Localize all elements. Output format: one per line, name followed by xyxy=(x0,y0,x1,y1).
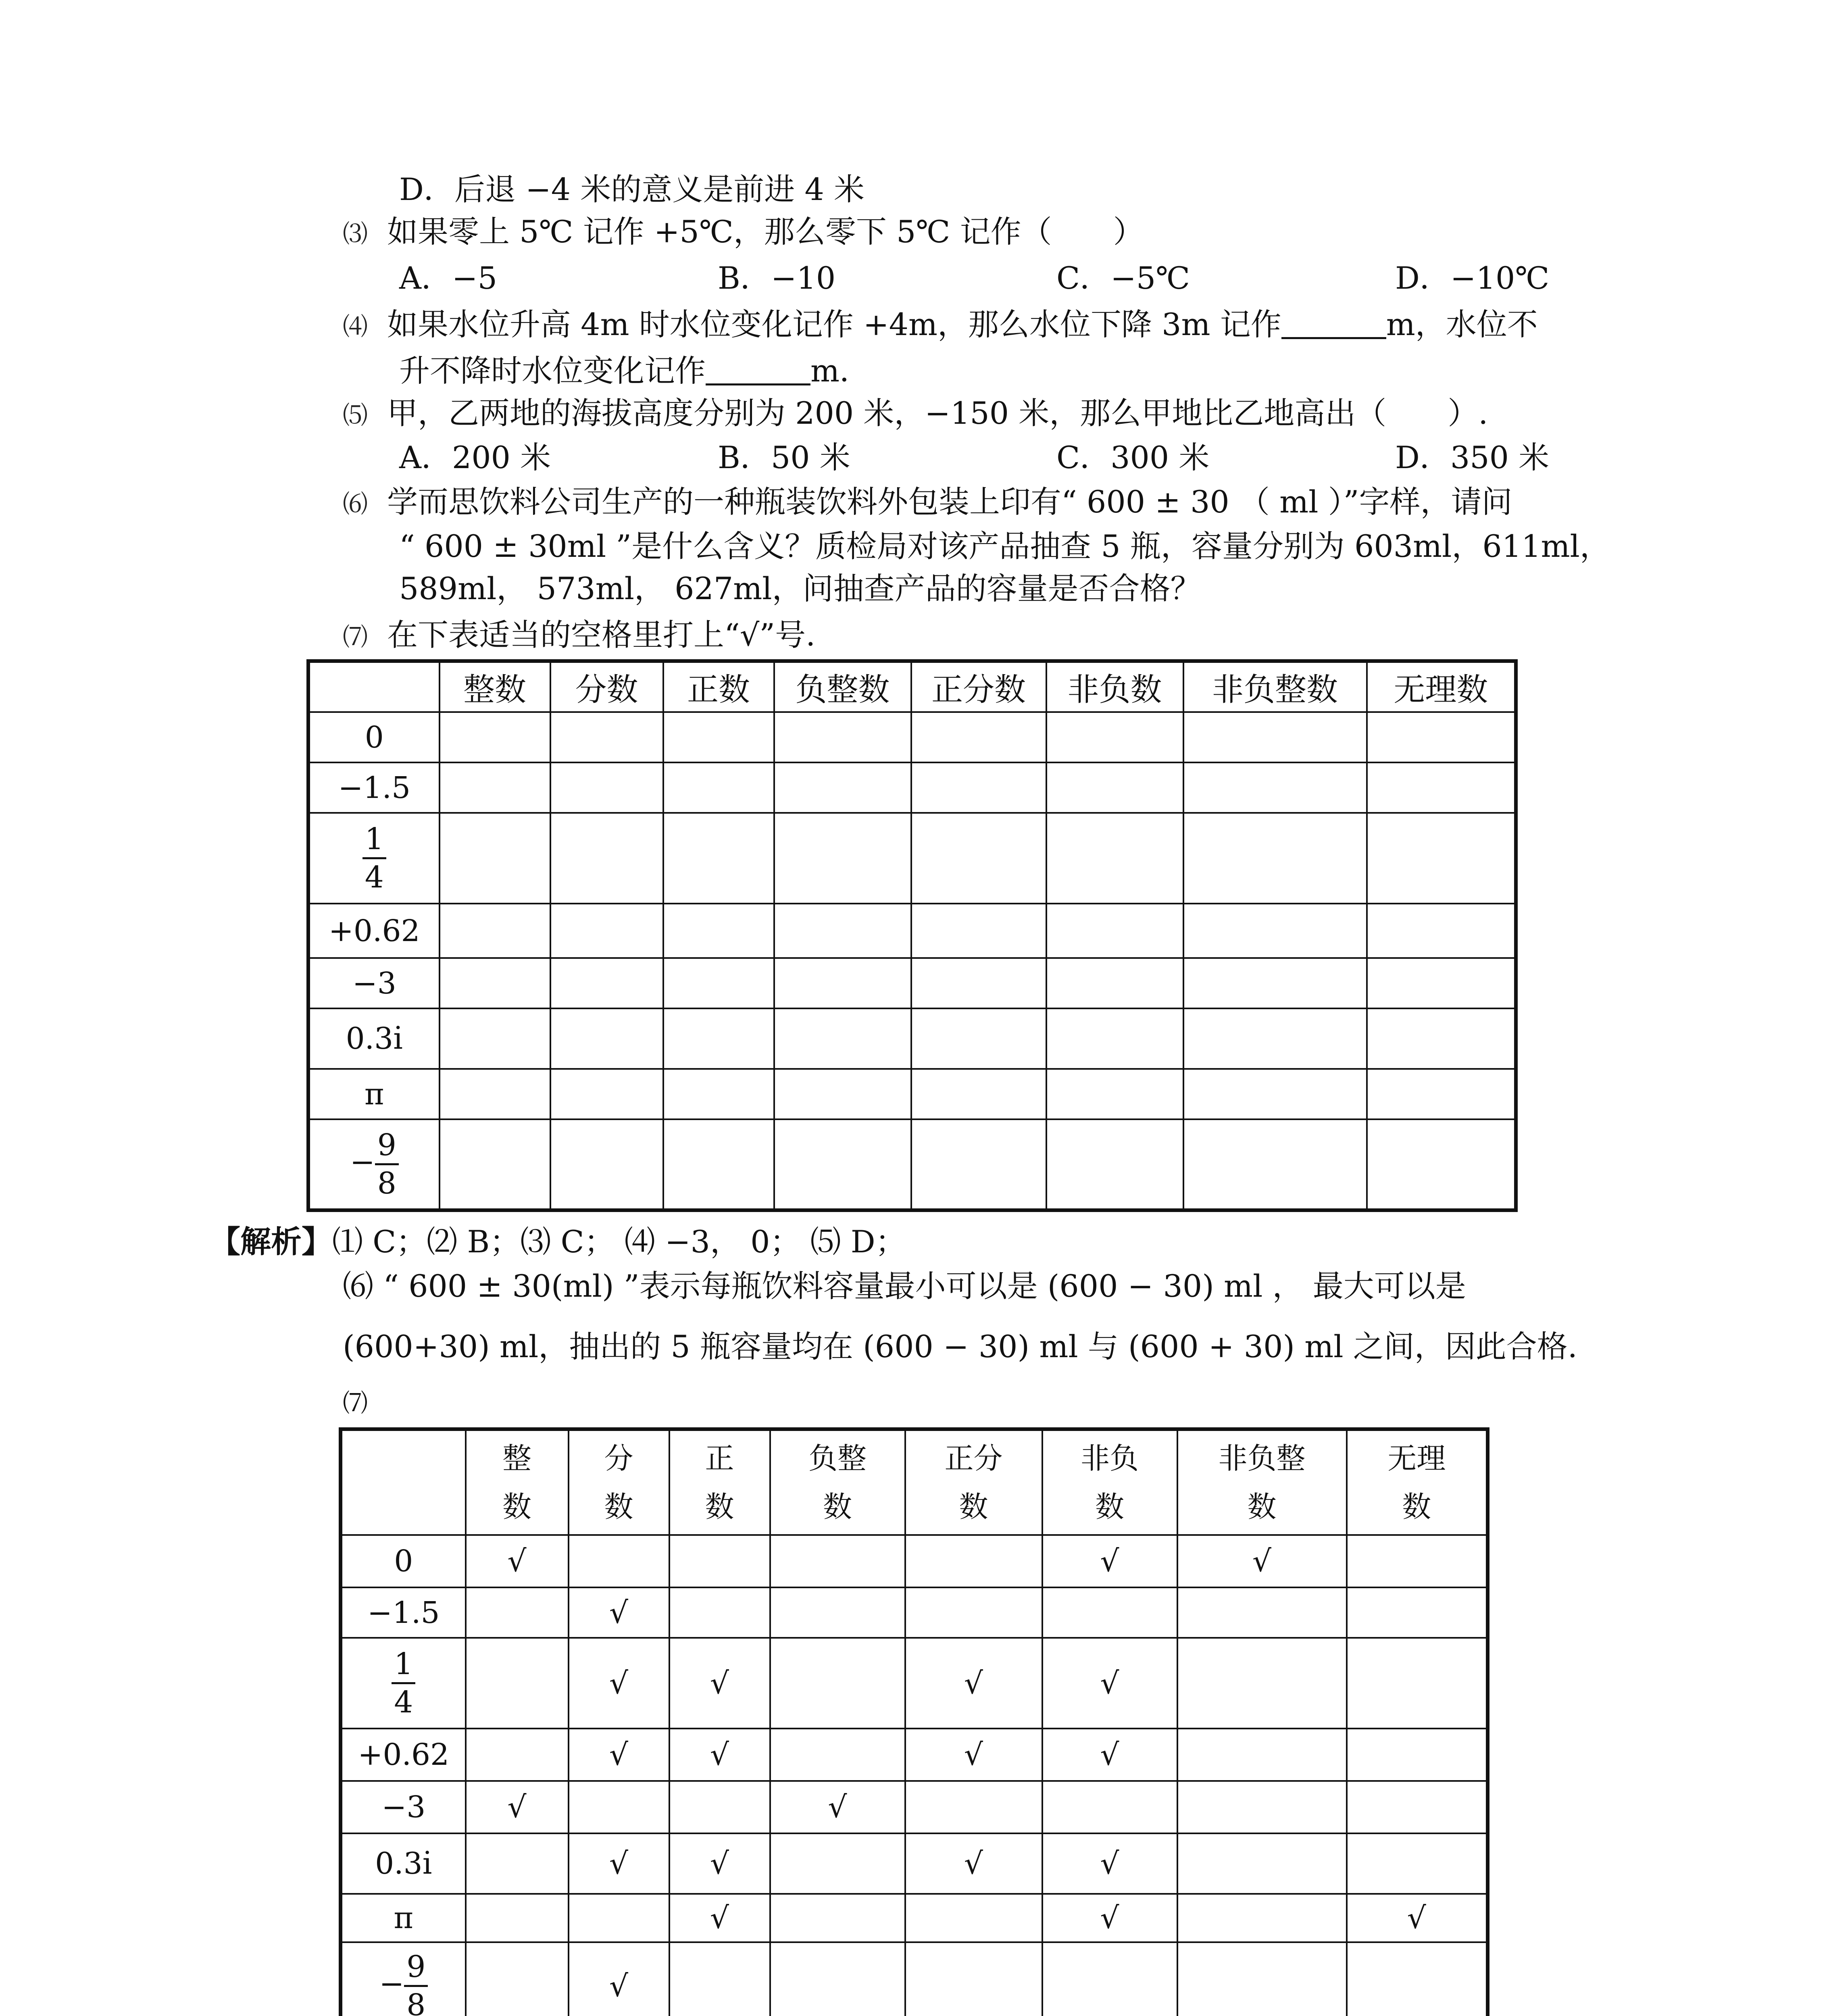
empty-answer-cell[interactable] xyxy=(1183,958,1367,1008)
q5-option-d: D．350 米 xyxy=(1395,439,1550,475)
empty-answer-cell[interactable] xyxy=(1046,1119,1183,1210)
q6-text-1: 学而思饮料公司生产的一种瓶装饮料外包装上印有“ 600 ± 30 （ ml ）”字样，请问 xyxy=(387,484,1512,520)
empty-answer-cell[interactable] xyxy=(1046,1069,1183,1119)
empty-answer-cell[interactable] xyxy=(440,1119,550,1210)
question-6-line2: “ 600 ± 30ml ”是什么含义？质检局对该产品抽查 5 瓶，容量分别为 603ml，611ml， xyxy=(399,528,1610,564)
row-label: −1.5 xyxy=(341,1587,466,1638)
q3-stem: 如果零上 5℃ 记作 +5℃，那么零下 5℃ 记作（ ） xyxy=(387,214,1144,250)
q4-text-c: 升不降时水位变化记作 xyxy=(399,353,706,389)
empty-answer-cell[interactable] xyxy=(1183,1119,1367,1210)
table2-header xyxy=(466,1429,569,1535)
question-4-line2 xyxy=(399,351,870,391)
check-cell xyxy=(569,1781,669,1833)
empty-answer-cell[interactable] xyxy=(911,1119,1046,1210)
fraction-sign: − xyxy=(379,1966,404,2001)
blank-classification-table xyxy=(306,659,1518,1212)
empty-answer-cell[interactable] xyxy=(663,958,774,1008)
empty-answer-cell[interactable] xyxy=(911,813,1046,904)
q5-option-c: C．300 米 xyxy=(1056,439,1210,475)
table2-header-part: 整 xyxy=(502,1441,531,1475)
empty-answer-cell[interactable] xyxy=(774,1008,911,1069)
check-cell: √ xyxy=(1177,1535,1347,1587)
q3-option-c: C．−5℃ xyxy=(1056,260,1190,296)
row-label: −3 xyxy=(341,1781,466,1833)
q3-option-d: D．−10℃ xyxy=(1395,260,1550,296)
check-cell xyxy=(1177,1587,1347,1638)
check-cell: √ xyxy=(569,1587,669,1638)
empty-answer-cell[interactable] xyxy=(1183,712,1367,762)
table2-row xyxy=(341,1942,1488,2016)
empty-answer-cell[interactable] xyxy=(911,762,1046,813)
check-cell xyxy=(466,1942,569,2016)
check-cell: √ xyxy=(569,1638,669,1729)
q7-number: ⑺ xyxy=(343,622,368,652)
check-cell xyxy=(1177,1781,1347,1833)
table1-row xyxy=(308,958,1516,1008)
q2-option-d: D．后退 −4 米的意义是前进 4 米 xyxy=(399,171,865,207)
empty-answer-cell[interactable] xyxy=(1046,1008,1183,1069)
check-cell xyxy=(669,1535,770,1587)
question-5 xyxy=(343,393,1488,435)
check-cell xyxy=(905,1587,1042,1638)
check-cell: √ xyxy=(1042,1729,1177,1781)
check-cell xyxy=(905,1942,1042,2016)
fraction-sign: − xyxy=(350,1144,375,1179)
table2-header xyxy=(1042,1429,1177,1535)
table2-header-row xyxy=(341,1429,1488,1535)
row-label: π xyxy=(341,1894,466,1942)
empty-answer-cell[interactable] xyxy=(1367,762,1516,813)
check-cell: √ xyxy=(1042,1535,1177,1587)
empty-answer-cell[interactable] xyxy=(440,712,550,762)
check-cell xyxy=(770,1894,905,1942)
check-cell xyxy=(466,1587,569,1638)
empty-answer-cell[interactable] xyxy=(1367,904,1516,958)
question-4-line1 xyxy=(343,304,1538,347)
empty-answer-cell[interactable] xyxy=(1367,813,1516,904)
fraction-numerator: 9 xyxy=(375,1130,399,1165)
answer-line3: (600+30) ml，抽出的 5 瓶容量均在 (600 − 30) ml 与 (600 + 30) ml 之间，因此合格. xyxy=(343,1329,1577,1364)
table2-header-part: 数 xyxy=(823,1490,852,1524)
check-cell xyxy=(1347,1638,1488,1729)
table2-header-part: 数 xyxy=(705,1490,734,1524)
empty-answer-cell[interactable] xyxy=(1367,712,1516,762)
check-cell xyxy=(770,1587,905,1638)
check-cell: √ xyxy=(1347,1894,1488,1942)
table2-header-part: 非负整 xyxy=(1218,1441,1306,1475)
empty-answer-cell[interactable] xyxy=(1367,1008,1516,1069)
empty-answer-cell[interactable] xyxy=(774,958,911,1008)
empty-answer-cell[interactable] xyxy=(550,958,663,1008)
empty-answer-cell[interactable] xyxy=(550,813,663,904)
table2-row xyxy=(341,1833,1488,1894)
table2-header-part: 数 xyxy=(502,1490,531,1524)
check-cell xyxy=(1347,1833,1488,1894)
row-label: 0 xyxy=(341,1535,466,1587)
q7-stem: 在下表适当的空格里打上“√”号. xyxy=(387,617,816,653)
fraction-denominator: 8 xyxy=(406,1988,426,2016)
table1-corner xyxy=(308,661,440,712)
check-cell xyxy=(669,1942,770,2016)
empty-answer-cell[interactable] xyxy=(663,1008,774,1069)
table2-header-part: 分 xyxy=(604,1441,633,1475)
empty-answer-cell[interactable] xyxy=(1183,813,1367,904)
table2-row xyxy=(341,1729,1488,1781)
table2-header xyxy=(905,1429,1042,1535)
row-label: 0 xyxy=(308,712,440,762)
answer-line1 xyxy=(210,1222,906,1262)
table1-row xyxy=(308,1119,1516,1210)
answer-q7-number: ⑺ xyxy=(343,1388,368,1418)
empty-answer-cell[interactable] xyxy=(663,813,774,904)
empty-answer-cell[interactable] xyxy=(663,1119,774,1210)
fraction-numerator: 1 xyxy=(392,1649,415,1684)
empty-answer-cell[interactable] xyxy=(440,958,550,1008)
table2-header-part: 数 xyxy=(959,1490,988,1524)
check-cell: √ xyxy=(1042,1638,1177,1729)
empty-answer-cell[interactable] xyxy=(440,1008,550,1069)
empty-answer-cell[interactable] xyxy=(550,762,663,813)
table1-row xyxy=(308,712,1516,762)
check-cell xyxy=(1042,1942,1177,2016)
question-3 xyxy=(343,212,1144,254)
q3-number: ⑶ xyxy=(343,219,368,248)
check-cell xyxy=(1177,1894,1347,1942)
row-label: π xyxy=(308,1069,440,1119)
check-cell: √ xyxy=(466,1535,569,1587)
check-cell: √ xyxy=(770,1781,905,1833)
fraction-numerator: 1 xyxy=(362,824,386,859)
check-cell xyxy=(1177,1833,1347,1894)
table1-header: 非负整数 xyxy=(1183,661,1367,712)
q5-number: ⑸ xyxy=(343,400,368,430)
table2-header-part: 数 xyxy=(604,1490,633,1524)
check-cell: √ xyxy=(1042,1894,1177,1942)
row-label-fraction xyxy=(308,1119,440,1210)
row-label: +0.62 xyxy=(341,1729,466,1781)
check-cell xyxy=(466,1833,569,1894)
check-cell xyxy=(770,1942,905,2016)
table2-header-part: 负整 xyxy=(808,1441,867,1475)
check-cell xyxy=(669,1781,770,1833)
answer-classification-table xyxy=(339,1427,1489,2016)
check-cell xyxy=(770,1729,905,1781)
row-label: +0.62 xyxy=(308,904,440,958)
empty-answer-cell[interactable] xyxy=(440,762,550,813)
empty-answer-cell[interactable] xyxy=(550,712,663,762)
empty-answer-cell[interactable] xyxy=(1046,813,1183,904)
empty-answer-cell[interactable] xyxy=(663,712,774,762)
empty-answer-cell[interactable] xyxy=(1046,762,1183,813)
empty-answer-cell[interactable] xyxy=(774,1119,911,1210)
q4-text-d: m． xyxy=(810,353,871,389)
check-cell: √ xyxy=(905,1729,1042,1781)
check-cell xyxy=(569,1894,669,1942)
question-6-line3: 589ml， 573ml， 627ml，问抽查产品的容量是否合格？ xyxy=(399,571,1201,606)
check-cell xyxy=(1347,1587,1488,1638)
table1-header-row xyxy=(308,661,1516,712)
table1-row xyxy=(308,813,1516,904)
table2-corner xyxy=(341,1429,466,1535)
check-cell xyxy=(569,1535,669,1587)
check-cell xyxy=(1347,1729,1488,1781)
empty-answer-cell[interactable] xyxy=(1183,762,1367,813)
table2-header xyxy=(569,1429,669,1535)
check-cell: √ xyxy=(569,1729,669,1781)
row-label-fraction xyxy=(341,1638,466,1729)
table2-header xyxy=(1347,1429,1488,1535)
check-cell xyxy=(1042,1781,1177,1833)
empty-answer-cell[interactable] xyxy=(550,904,663,958)
check-cell: √ xyxy=(569,1833,669,1894)
table2-header xyxy=(669,1429,770,1535)
check-cell xyxy=(1347,1535,1488,1587)
q4-text-b: m，水位不 xyxy=(1386,306,1538,342)
check-cell xyxy=(1177,1638,1347,1729)
q5-stem: 甲，乙两地的海拔高度分别为 200 米，−150 米，那么甲地比乙地高出（ ）. xyxy=(387,395,1488,431)
empty-answer-cell[interactable] xyxy=(1046,904,1183,958)
empty-answer-cell[interactable] xyxy=(774,904,911,958)
q3-option-b: B．−10 xyxy=(718,260,836,296)
check-cell xyxy=(1177,1942,1347,2016)
row-label-fraction xyxy=(341,1942,466,2016)
empty-answer-cell[interactable] xyxy=(774,813,911,904)
answer-text-1: ⑴ C；⑵ B；⑶ C； ⑷ −3， 0； ⑸ D； xyxy=(332,1224,906,1260)
q5-option-b: B．50 米 xyxy=(718,439,850,475)
table2-row xyxy=(341,1781,1488,1833)
empty-answer-cell[interactable] xyxy=(911,1069,1046,1119)
empty-answer-cell[interactable] xyxy=(911,904,1046,958)
table1-row xyxy=(308,1069,1516,1119)
check-cell: √ xyxy=(669,1729,770,1781)
table2-header-part: 数 xyxy=(1402,1490,1431,1524)
empty-answer-cell[interactable] xyxy=(663,904,774,958)
q5-option-a: A．200 米 xyxy=(399,439,551,475)
check-cell: √ xyxy=(669,1638,770,1729)
empty-answer-cell[interactable] xyxy=(1183,1069,1367,1119)
check-cell: √ xyxy=(905,1833,1042,1894)
table1-header: 整数 xyxy=(440,661,550,712)
table1-header: 正数 xyxy=(663,661,774,712)
empty-answer-cell[interactable] xyxy=(550,1069,663,1119)
check-cell xyxy=(905,1894,1042,1942)
table1-header: 负整数 xyxy=(774,661,911,712)
empty-answer-cell[interactable] xyxy=(774,762,911,813)
check-cell xyxy=(1042,1587,1177,1638)
answer-line2: ⑹ “ 600 ± 30(ml) ”表示每瓶饮料容量最小可以是 (600 − 30) ml ， 最大可以是 xyxy=(343,1268,1466,1304)
table2-row xyxy=(341,1535,1488,1587)
empty-answer-cell[interactable] xyxy=(663,1069,774,1119)
check-cell: √ xyxy=(466,1781,569,1833)
empty-answer-cell[interactable] xyxy=(1367,958,1516,1008)
check-cell xyxy=(770,1833,905,1894)
table2-header-part: 数 xyxy=(1247,1490,1277,1524)
row-label: 0.3i̇ xyxy=(308,1008,440,1069)
q6-number: ⑹ xyxy=(343,489,368,519)
fraction-denominator: 4 xyxy=(365,860,384,895)
check-cell xyxy=(1177,1729,1347,1781)
q4-blank-2[interactable] xyxy=(706,355,810,385)
check-cell xyxy=(1347,1781,1488,1833)
check-cell xyxy=(466,1894,569,1942)
check-cell xyxy=(905,1535,1042,1587)
fraction-denominator: 8 xyxy=(377,1166,396,1201)
empty-answer-cell[interactable] xyxy=(1046,712,1183,762)
table1-row xyxy=(308,762,1516,813)
empty-answer-cell[interactable] xyxy=(440,904,550,958)
empty-answer-cell[interactable] xyxy=(440,813,550,904)
empty-answer-cell[interactable] xyxy=(911,1008,1046,1069)
table2-row xyxy=(341,1638,1488,1729)
table1-header: 分数 xyxy=(550,661,663,712)
table2-header-part: 正 xyxy=(705,1441,734,1475)
empty-answer-cell[interactable] xyxy=(663,762,774,813)
q4-text-a: 如果水位升高 4m 时水位变化记作 +4m，那么水位下降 3m 记作 xyxy=(387,306,1281,342)
empty-answer-cell[interactable] xyxy=(1046,958,1183,1008)
row-label-fraction xyxy=(308,813,440,904)
empty-answer-cell[interactable] xyxy=(550,1008,663,1069)
fraction-numerator: 9 xyxy=(404,1952,428,1987)
empty-answer-cell[interactable] xyxy=(550,1119,663,1210)
row-label: −1.5 xyxy=(308,762,440,813)
table2-header-part: 正分 xyxy=(944,1441,1003,1475)
q4-blank-1[interactable] xyxy=(1281,309,1386,339)
table2-header xyxy=(770,1429,905,1535)
empty-answer-cell[interactable] xyxy=(911,958,1046,1008)
table2-row xyxy=(341,1894,1488,1942)
table1-header: 正分数 xyxy=(911,661,1046,712)
check-cell xyxy=(770,1535,905,1587)
empty-answer-cell[interactable] xyxy=(1367,1069,1516,1119)
empty-answer-cell[interactable] xyxy=(1183,1008,1367,1069)
check-cell: √ xyxy=(669,1894,770,1942)
table2-header-part: 无理 xyxy=(1387,1441,1446,1475)
table2-row xyxy=(341,1587,1488,1638)
empty-answer-cell[interactable] xyxy=(774,1069,911,1119)
check-cell xyxy=(466,1638,569,1729)
check-cell xyxy=(669,1587,770,1638)
table1-row xyxy=(308,1008,1516,1069)
table2-header xyxy=(1177,1429,1347,1535)
check-cell: √ xyxy=(669,1833,770,1894)
empty-answer-cell[interactable] xyxy=(1367,1119,1516,1210)
empty-answer-cell[interactable] xyxy=(440,1069,550,1119)
check-cell: √ xyxy=(1042,1833,1177,1894)
question-7 xyxy=(343,615,815,657)
empty-answer-cell[interactable] xyxy=(1183,904,1367,958)
empty-answer-cell[interactable] xyxy=(774,712,911,762)
table2-header-part: 数 xyxy=(1095,1490,1124,1524)
table1-row xyxy=(308,904,1516,958)
check-cell: √ xyxy=(569,1942,669,2016)
answer-label: 【解析】 xyxy=(210,1224,332,1260)
check-cell xyxy=(1347,1942,1488,2016)
q3-option-a: A．−5 xyxy=(399,260,497,296)
table2-header-part: 非负 xyxy=(1080,1441,1139,1475)
check-cell xyxy=(770,1638,905,1729)
table1-header: 非负数 xyxy=(1046,661,1183,712)
check-cell xyxy=(905,1781,1042,1833)
check-cell: √ xyxy=(905,1638,1042,1729)
empty-answer-cell[interactable] xyxy=(911,712,1046,762)
fraction-denominator: 4 xyxy=(394,1685,413,1720)
check-cell xyxy=(466,1729,569,1781)
question-6-line1 xyxy=(343,482,1512,524)
row-label: −3 xyxy=(308,958,440,1008)
table1-header: 无理数 xyxy=(1367,661,1516,712)
q4-number: ⑷ xyxy=(343,312,368,341)
row-label: 0.3i̇ xyxy=(341,1833,466,1894)
